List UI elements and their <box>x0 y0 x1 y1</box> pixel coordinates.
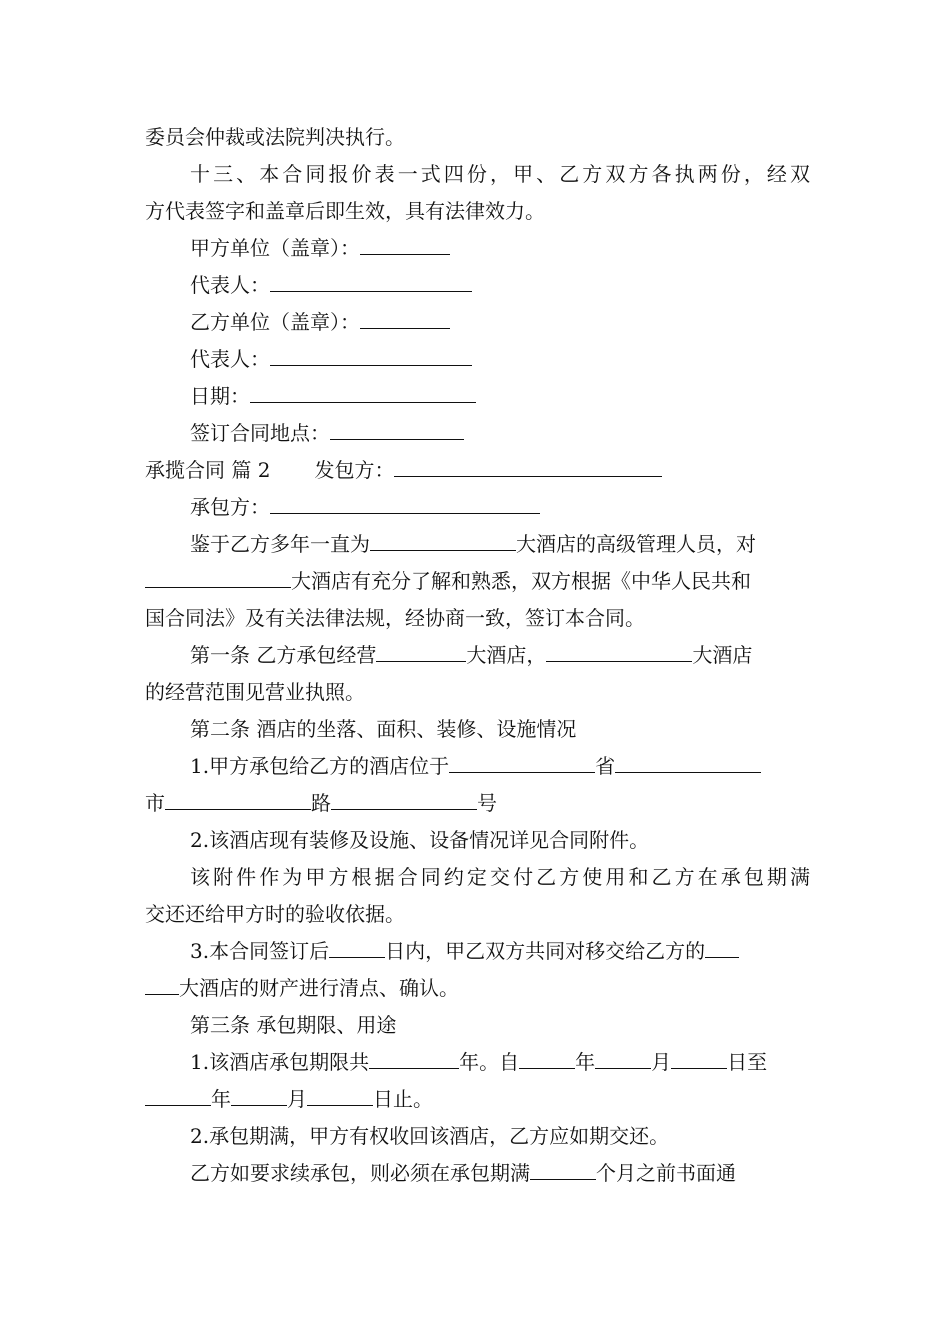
text: 鉴于乙方多年一直为 <box>190 532 370 556</box>
paragraph-line <box>145 563 810 600</box>
blank-field <box>270 267 472 292</box>
blank-field <box>705 933 739 958</box>
paragraph-line <box>190 859 810 896</box>
text: 大酒店的高级管理人员，对 <box>516 532 756 556</box>
paragraph-line <box>190 156 810 193</box>
blank-field <box>615 748 761 773</box>
paragraph-line <box>190 489 810 526</box>
paragraph-line <box>190 748 810 785</box>
text: 月 <box>651 1050 672 1074</box>
paragraph-line <box>190 933 810 970</box>
blank-field <box>329 933 385 958</box>
article-heading <box>190 711 810 748</box>
text: 大酒店的财产进行清点、确认。 <box>179 976 459 1000</box>
blank-field <box>270 341 472 366</box>
blank-field <box>370 526 516 551</box>
paragraph-line <box>145 896 810 933</box>
blank-field <box>360 304 450 329</box>
text: 个月之前书面通 <box>596 1161 736 1185</box>
signature-line-representative <box>190 267 810 304</box>
text: 市 <box>145 791 165 815</box>
paragraph-line <box>145 970 810 1007</box>
signature-line-party-a-unit <box>190 230 810 267</box>
paragraph-line <box>190 1118 810 1155</box>
text: 大酒店， <box>466 643 547 667</box>
blank-field <box>165 785 311 810</box>
text: 2.承包期满，甲方有权收回该酒店，乙方应如期交还。 <box>190 1124 670 1148</box>
paragraph-line <box>145 674 810 711</box>
text: 国合同法》及有关法律法规，经协商一致，签订本合同。 <box>145 606 645 630</box>
blank-field <box>394 452 662 477</box>
text: 乙方单位（盖章）： <box>190 310 360 334</box>
section-title: 承揽合同 篇 2 <box>145 458 271 482</box>
text: 年 <box>211 1087 231 1111</box>
text: 日期： <box>190 384 250 408</box>
text: 代表人： <box>190 347 270 371</box>
text: 1.该酒店承包期限共 <box>190 1050 370 1074</box>
blank-field <box>369 1044 459 1069</box>
signature-line-party-b-unit <box>190 304 810 341</box>
text: 发包方： <box>314 458 395 482</box>
article-heading <box>190 1007 810 1044</box>
text: 路 <box>311 791 331 815</box>
section-heading-line <box>145 452 810 489</box>
text: 签订合同地点： <box>190 421 330 445</box>
text: 3.本合同签订后 <box>190 939 330 963</box>
blank-field <box>145 1081 211 1106</box>
text: 代表人： <box>190 273 270 297</box>
paragraph-line <box>145 785 810 822</box>
blank-field <box>360 230 450 255</box>
blank-field <box>376 637 466 662</box>
blank-field <box>519 1044 575 1069</box>
blank-field <box>145 563 291 588</box>
text: 年 <box>575 1050 596 1074</box>
text: 省 <box>595 754 616 778</box>
blank-field <box>145 970 179 995</box>
paragraph-line <box>190 822 810 859</box>
paragraph-line <box>145 193 810 230</box>
blank-field <box>330 415 464 440</box>
text: 第一条 乙方承包经营 <box>190 643 377 667</box>
text: 第三条 承包期限、用途 <box>190 1013 397 1037</box>
signature-line-representative <box>190 341 810 378</box>
paragraph-line <box>190 526 810 563</box>
text: 方代表签字和盖章后即生效，具有法律效力。 <box>145 199 545 223</box>
blank-field <box>595 1044 651 1069</box>
text: 号 <box>477 791 497 815</box>
blank-field <box>270 489 540 514</box>
text: 大酒店有充分了解和熟悉，双方根据《中华人民共和 <box>291 569 751 593</box>
text: 2.该酒店现有装修及设施、设备情况详见合同附件。 <box>190 828 650 852</box>
blank-field <box>307 1081 373 1106</box>
blank-field <box>231 1081 287 1106</box>
paragraph-line <box>145 119 810 156</box>
signature-line-date <box>190 378 810 415</box>
text: 十三、本合同报价表一式四份，甲、乙方双方各执两份，经双 <box>190 162 810 186</box>
text: 第二条 酒店的坐落、面积、装修、设施情况 <box>190 717 577 741</box>
text: 承包方： <box>190 495 270 519</box>
text: 月 <box>287 1087 307 1111</box>
blank-field <box>449 748 595 773</box>
paragraph-line <box>145 1081 810 1118</box>
text: 交还还给甲方时的验收依据。 <box>145 902 405 926</box>
blank-field <box>530 1155 596 1180</box>
blank-field <box>250 378 476 403</box>
text: 该附件作为甲方根据合同约定交付乙方使用和乙方在承包期满 <box>190 865 810 889</box>
paragraph-line <box>145 600 810 637</box>
paragraph-line <box>190 1044 810 1081</box>
text: 大酒店 <box>692 643 753 667</box>
text: 甲方单位（盖章）： <box>190 236 360 260</box>
text: 乙方如要求续承包，则必须在承包期满 <box>190 1161 530 1185</box>
paragraph-line <box>190 637 810 674</box>
text: 日至 <box>727 1050 768 1074</box>
paragraph-line <box>190 1155 810 1192</box>
blank-field <box>546 637 692 662</box>
text: 日止。 <box>373 1087 433 1111</box>
text: 委员会仲裁或法院判决执行。 <box>145 125 405 149</box>
text: 日内，甲乙双方共同对移交给乙方的 <box>385 939 706 963</box>
text: 的经营范围见营业执照。 <box>145 680 365 704</box>
signature-line-place <box>190 415 810 452</box>
blank-field <box>671 1044 727 1069</box>
text: 1.甲方承包给乙方的酒店位于 <box>190 754 450 778</box>
blank-field <box>331 785 477 810</box>
text: 年。自 <box>459 1050 520 1074</box>
